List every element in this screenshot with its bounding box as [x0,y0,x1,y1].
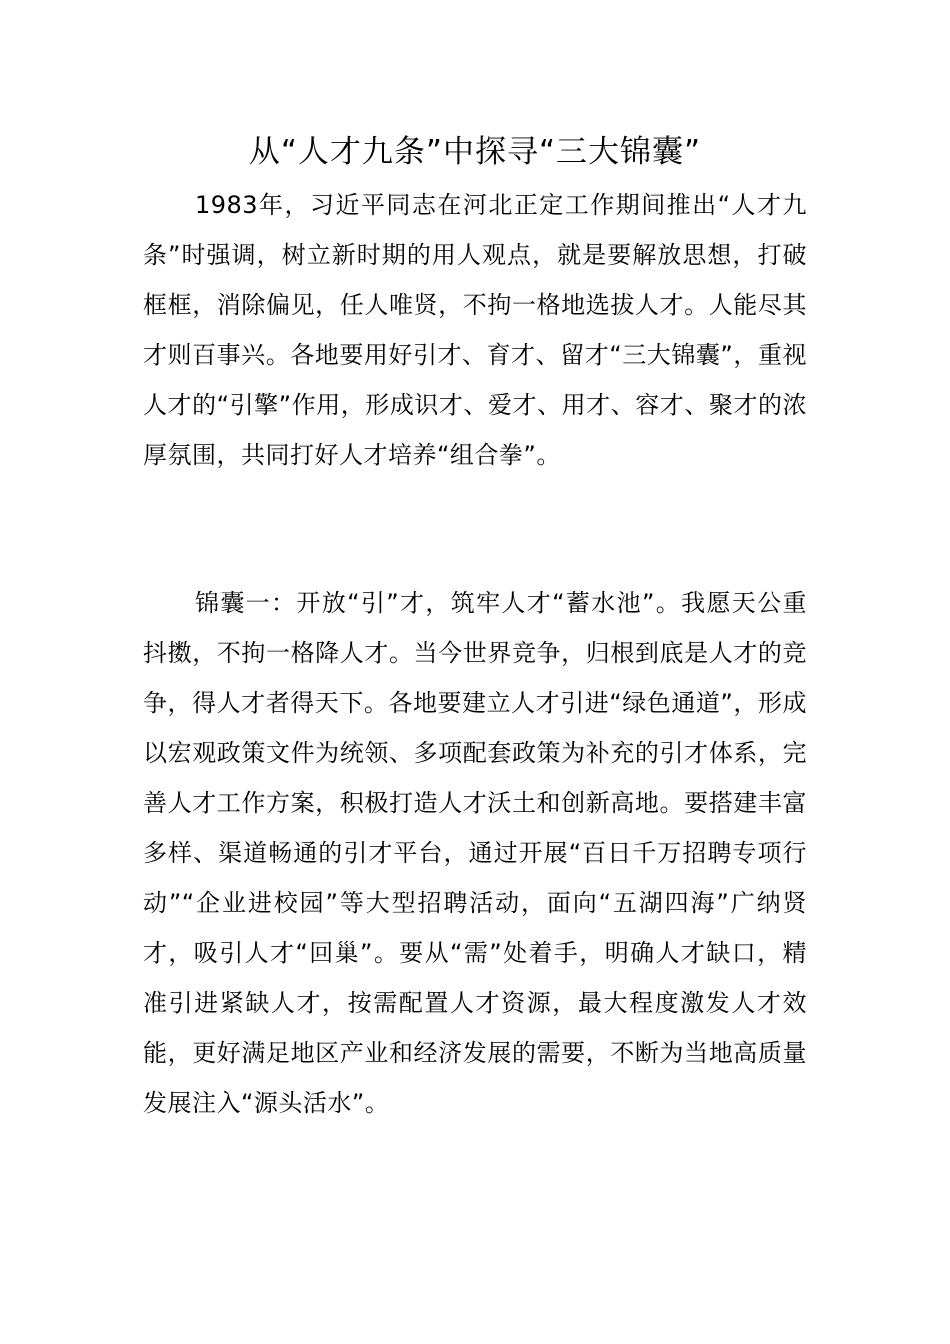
document-title: 从“人才九条”中探寻“三大锦囊” [248,134,702,170]
paragraph-intro: 1983年，习近平同志在河北正定工作期间推出“人才九条”时强调，树立新时期的用人观点，就是要解放思想，打破框框，消除偏见，任人唯贤，不拘一格地选拔人才。人能尽其才则百事兴。各地要用好引才、育才、留才“三大锦囊”，重视人才的“引擎”作用，形成识才、爱才、用才、容才、聚才的浓厚氛围，共同打好人才培养“组合拳”。 [143,191,807,469]
paragraph-section-one: 锦囊一：开放“引”才，筑牢人才“蓄水池”。我愿天公重抖擞，不拘一格降人才。当今世界竞争，归根到底是人才的竞争，得人才者得天下。各地要建立人才引进“绿色通道”，形成以宏观政策文件为统领、多项配套政策为补充的引才体系，完善人才工作方案，积极打造人才沃土和创新高地。要搭建丰富多样、渠道畅通的引才平台，通过开展“百日千万招聘专项行动”“企业进校园”等大型招聘活动，面向“五湖四海”广纳贤才，吸引人才“回巢”。要从“需”处着手，明确人才缺口，精准引进紧缺人才，按需配置人才资源，最大程度激发人才效能，更好满足地区产业和经济发展的需要，不断为当地高质量发展注入“源头活水”。 [143,589,807,1117]
